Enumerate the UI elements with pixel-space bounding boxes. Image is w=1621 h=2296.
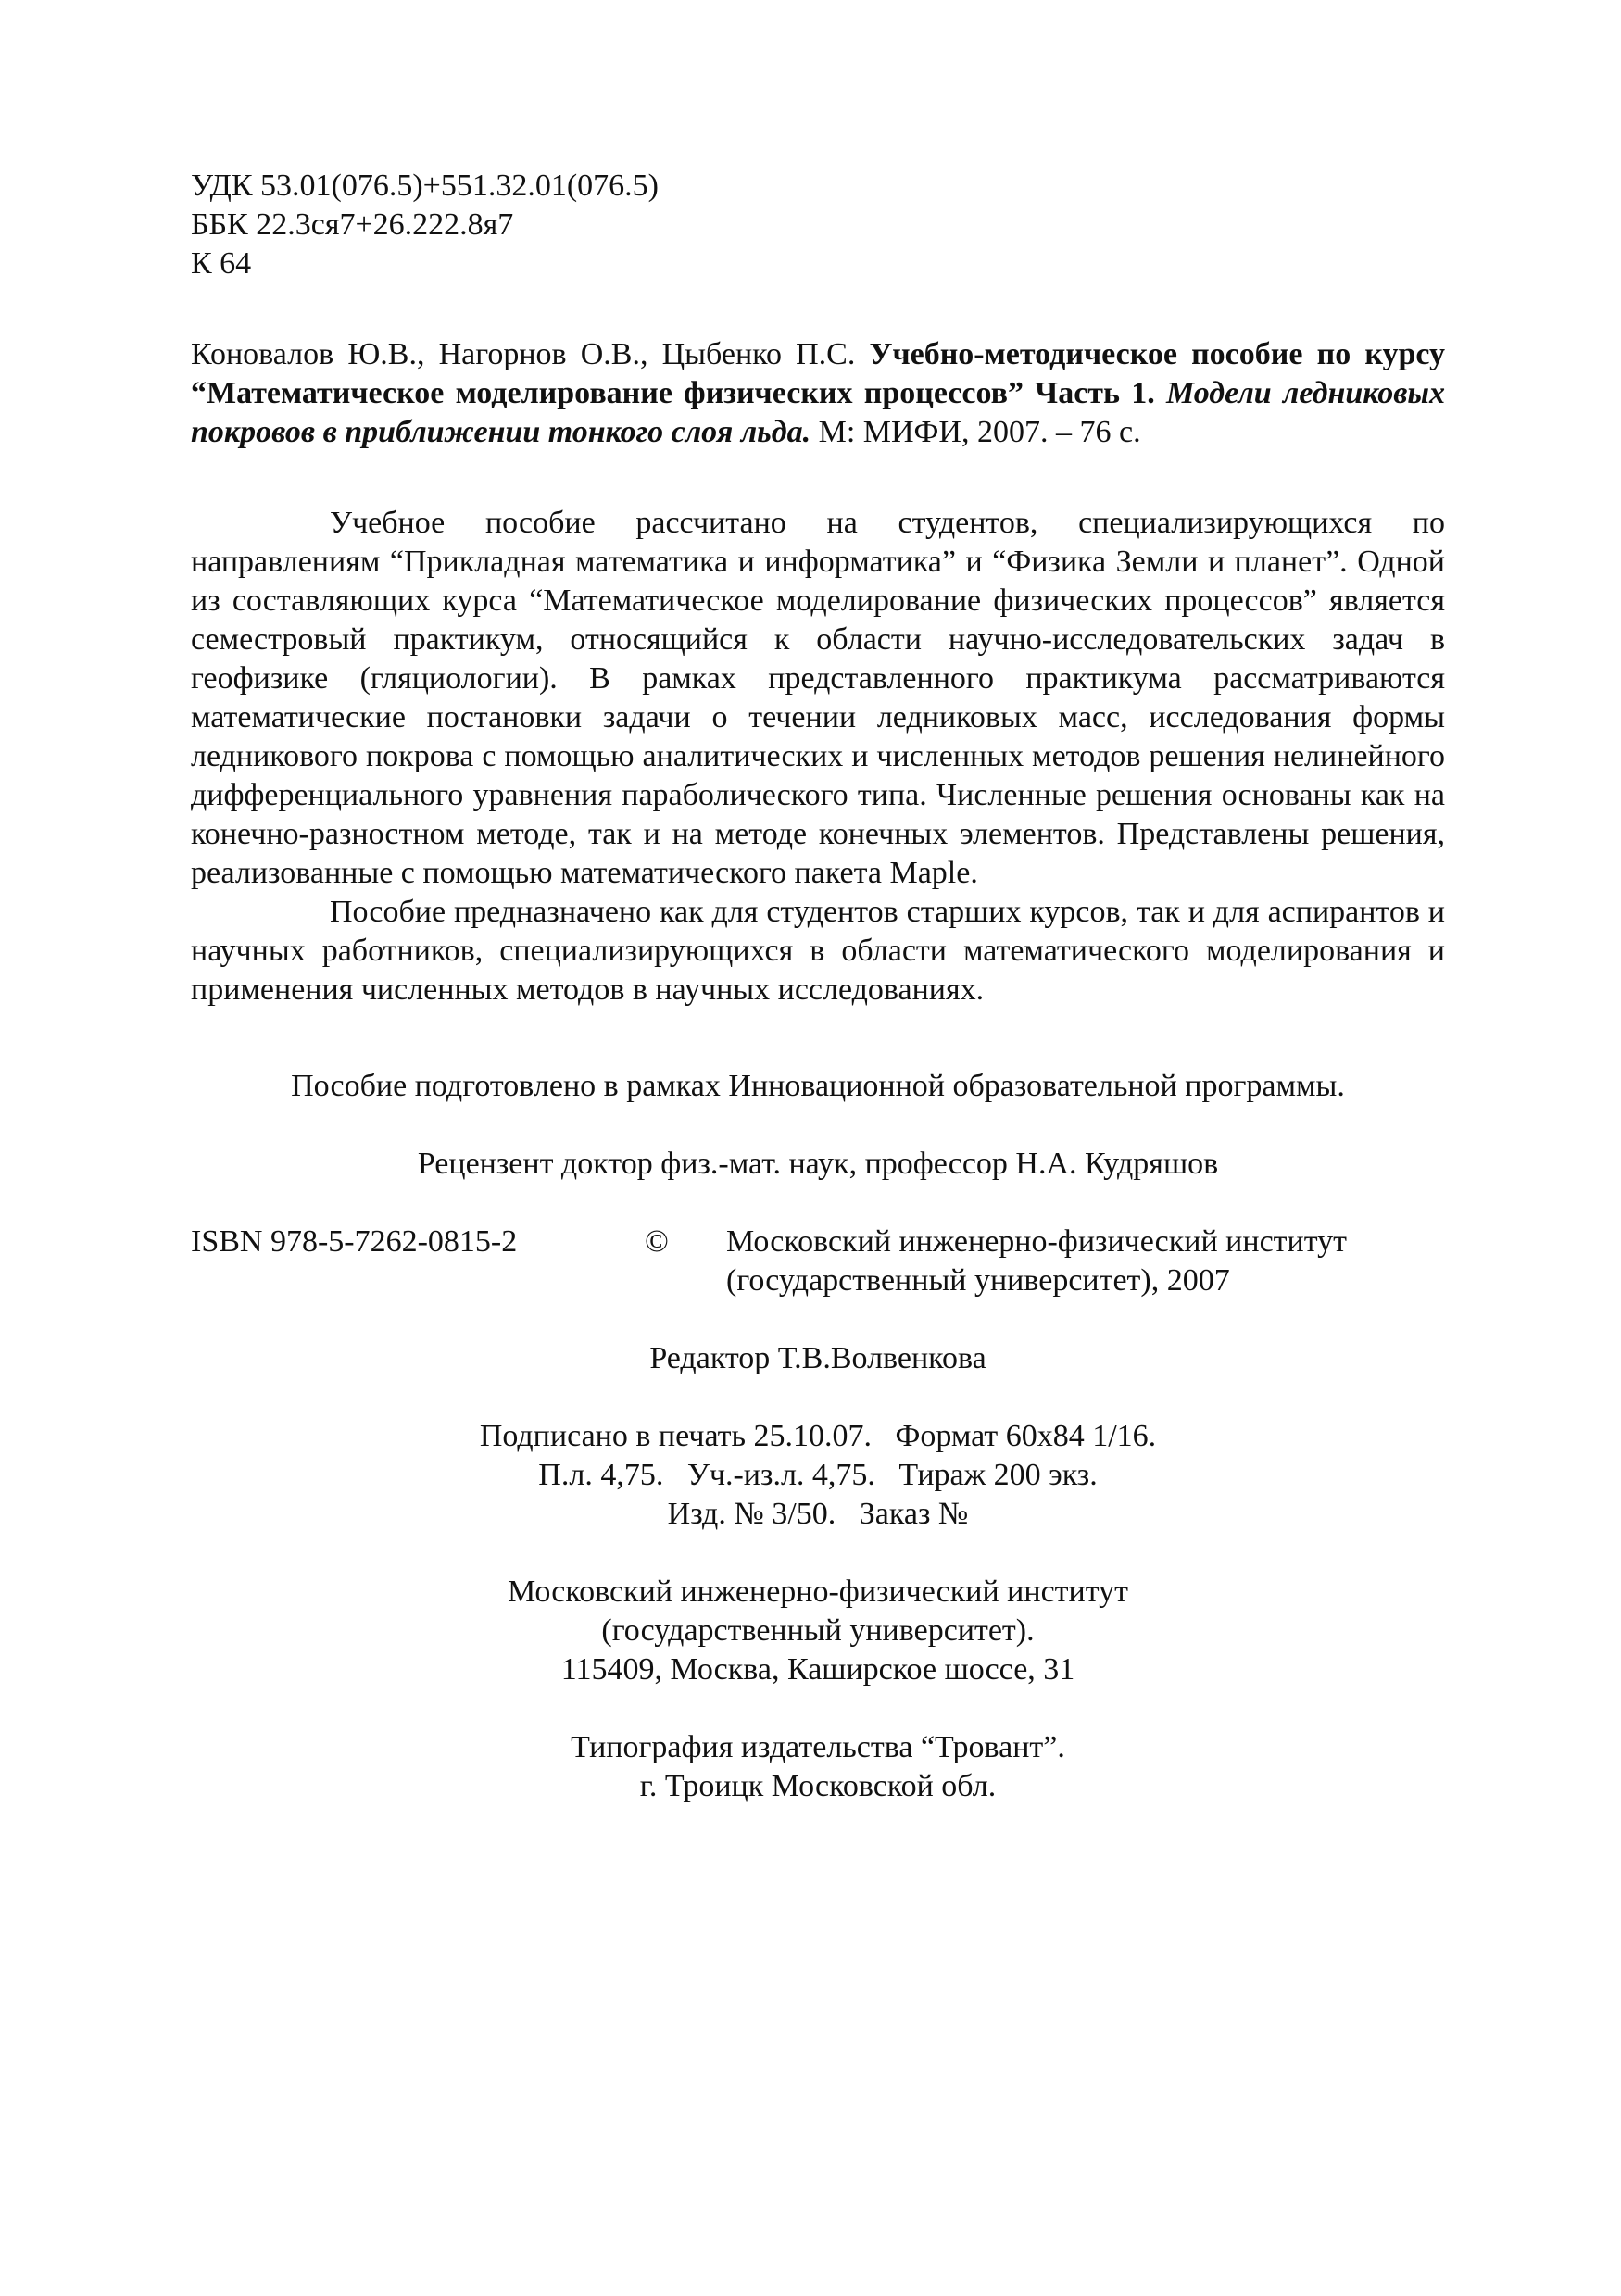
- copyright-holder-line-1: Московский инженерно-физический институт: [726, 1224, 1347, 1259]
- abstract: [191, 504, 1445, 1010]
- copyright-holder: [726, 1223, 1445, 1300]
- author-mark: К 64: [191, 246, 252, 281]
- abstract-paragraph-1: Учебное пособие рассчитано на студентов, специализирующихся по направлениям “Прикладная математика и информатика” и “Физика Земли и планет”. Одной из составляющих курса “Математическое моделирование физических процессов” является семестровый практикум, относящийся к области научно-исследовательских задач в геофизике (гляциологии). В рамках представленного практикума рассматриваются математические постановки задачи о течении ледниковых масс, исследования формы ледникового покрова с помощью аналитических и численных методов решения нелинейного дифференциального уравнения параболического типа. Численные решения основаны как на конечно-разностном методе, так и на методе конечных элементов. Представлены решения, реализованные с помощью математического пакета Maple.: [191, 506, 1445, 890]
- printing-info-line-3: Изд. № 3/50. Заказ №: [667, 1497, 969, 1531]
- publisher-info: [191, 1573, 1445, 1689]
- authors: Коновалов Ю.В., Нагорнов О.В., Цыбенко П.С.: [191, 337, 856, 371]
- editor-line: Редактор Т.В.Волвенкова: [649, 1341, 986, 1375]
- publisher-line-1: Московский инженерно-физический институт: [508, 1575, 1128, 1609]
- reviewer-line: Рецензент доктор физ.-мат. наук, профессор Н.А. Кудряшов: [417, 1147, 1219, 1181]
- document-page: [191, 167, 1445, 1806]
- isbn-copyright-block: [191, 1223, 1445, 1300]
- printing-info: [191, 1417, 1445, 1534]
- classification-codes: [191, 167, 1445, 283]
- printing-house-line-1: Типография издательства “Тровант”.: [571, 1730, 1065, 1764]
- isbn: ISBN 978-5-7262-0815-2: [191, 1224, 518, 1259]
- publisher-line-3: 115409, Москва, Каширское шоссе, 31: [560, 1652, 1075, 1687]
- printing-house-line-2: г. Троицк Московской обл.: [639, 1769, 997, 1803]
- publisher-line-2: (государственный университет).: [601, 1613, 1035, 1648]
- program-note: Пособие подготовлено в рамках Инновационной образовательной программы.: [291, 1069, 1345, 1103]
- book-title: Учебно-методическое пособие по курсу “Математическое моделирование физических процессов” Часть 1.: [191, 337, 1446, 410]
- printing-info-line-2: П.л. 4,75. Уч.-из.л. 4,75. Тираж 200 экз.: [538, 1458, 1098, 1492]
- udk-code: УДК 53.01(076.5)+551.32.01(076.5): [191, 169, 659, 203]
- imprint: М: МИФИ, 2007. – 76 с.: [818, 415, 1141, 449]
- printing-info-line-1: Подписано в печать 25.10.07. Формат 60х84 1/16.: [479, 1419, 1157, 1453]
- printing-house-info: [191, 1728, 1445, 1806]
- copyright-holder-line-2: (государственный университет), 2007: [726, 1263, 1230, 1298]
- bbk-code: ББК 22.3ся7+26.222.8я7: [191, 207, 514, 242]
- copyright-icon: ©: [645, 1224, 669, 1259]
- book-subtitle: Модели ледниковых покровов в приближении тонкого слоя льда.: [191, 376, 1445, 449]
- bibliographic-description: [191, 335, 1445, 452]
- abstract-paragraph-2: Пособие предназначено как для студентов старших курсов, так и для аспирантов и научных работников, специализирующихся в области математического моделирования и применения численных методов в научных исследованиях.: [191, 895, 1445, 1007]
